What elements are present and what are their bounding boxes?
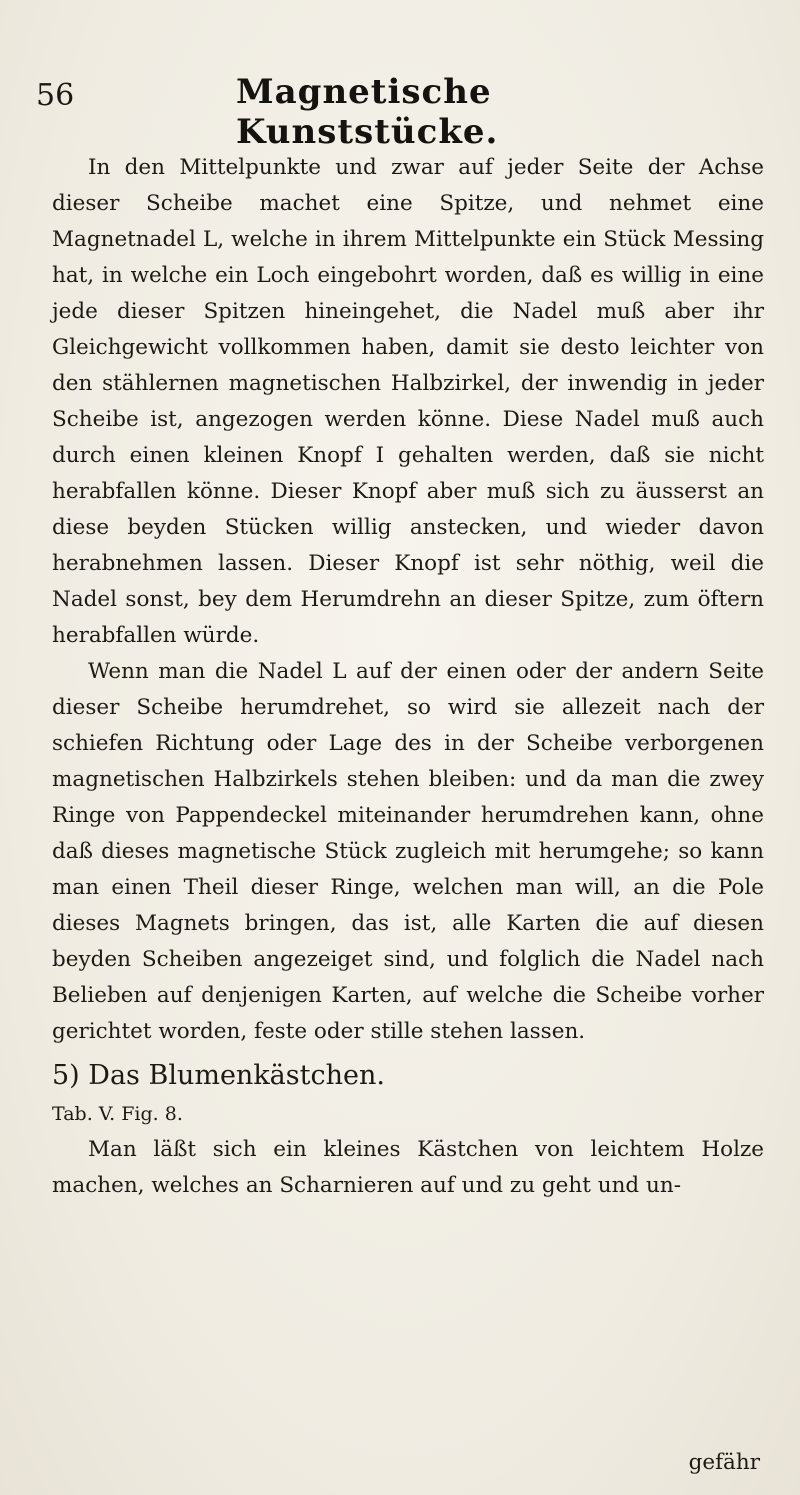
catchword: gefähr <box>688 1450 760 1475</box>
figure-reference: Tab. V. Fig. 8. <box>52 1103 183 1125</box>
page-number: 56 <box>36 78 75 113</box>
body-text <box>52 150 764 1204</box>
paragraph: In den Mittelpunkte und zwar auf jeder Seite der Achse dieser Scheibe machet eine Spitze, und nehmet eine Magnetnadel L, welche in ihrem Mittelpunkte ein Stück Messing hat, in welche ein Loch eingebohrt worden, daß es willig in eine jede dieser Spitzen hineingehet, die Nadel muß aber ihr Gleichgewicht vollkommen haben, damit sie desto leichter von den stählernen magnetischen Halbzirkel, der inwendig in jeder Scheibe ist, angezogen werden könne. Diese Nadel muß auch durch einen kleinen Knopf I gehalten werden, daß sie nicht herabfallen könne. Dieser Knopf aber muß sich zu äusserst an diese beyden Stücken willig anstecken, und wieder davon herabnehmen lassen. Dieser Knopf ist sehr nöthig, weil die Nadel sonst, bey dem Herumdrehn an dieser Spitze, zum öftern herabfallen würde. <box>52 155 764 648</box>
paragraph: Wenn man die Nadel L auf der einen oder der andern Seite dieser Scheibe herumdrehet, so wird sie allezeit nach der schiefen Richtung oder Lage des in der Scheibe verborgenen magnetischen Halbzirkels stehen bleiben: und da man die zwey Ringe von Pappendeckel miteinander herumdrehen kann, ohne daß dieses magnetische Stück zugleich mit herumgehe; so kann man einen Theil dieser Ringe, welchen man will, an die Pole dieses Magnets bringen, das ist, alle Karten die auf diesen beyden Scheiben angezeiget sind, und folglich die Nadel nach Belieben auf denjenigen Karten, auf welche die Scheibe vorher gerichtet worden, feste oder stille stehen lassen. <box>52 659 764 1044</box>
running-title: Magnetische Kunststücke. <box>236 72 499 152</box>
section-heading: 5) Das Blumenkästchen. <box>52 1060 385 1091</box>
page-header <box>36 72 756 152</box>
paragraph: Man läßt sich ein kleines Kästchen von leichtem Holze machen, welches an Scharnieren auf und zu geht und un- <box>52 1137 764 1198</box>
